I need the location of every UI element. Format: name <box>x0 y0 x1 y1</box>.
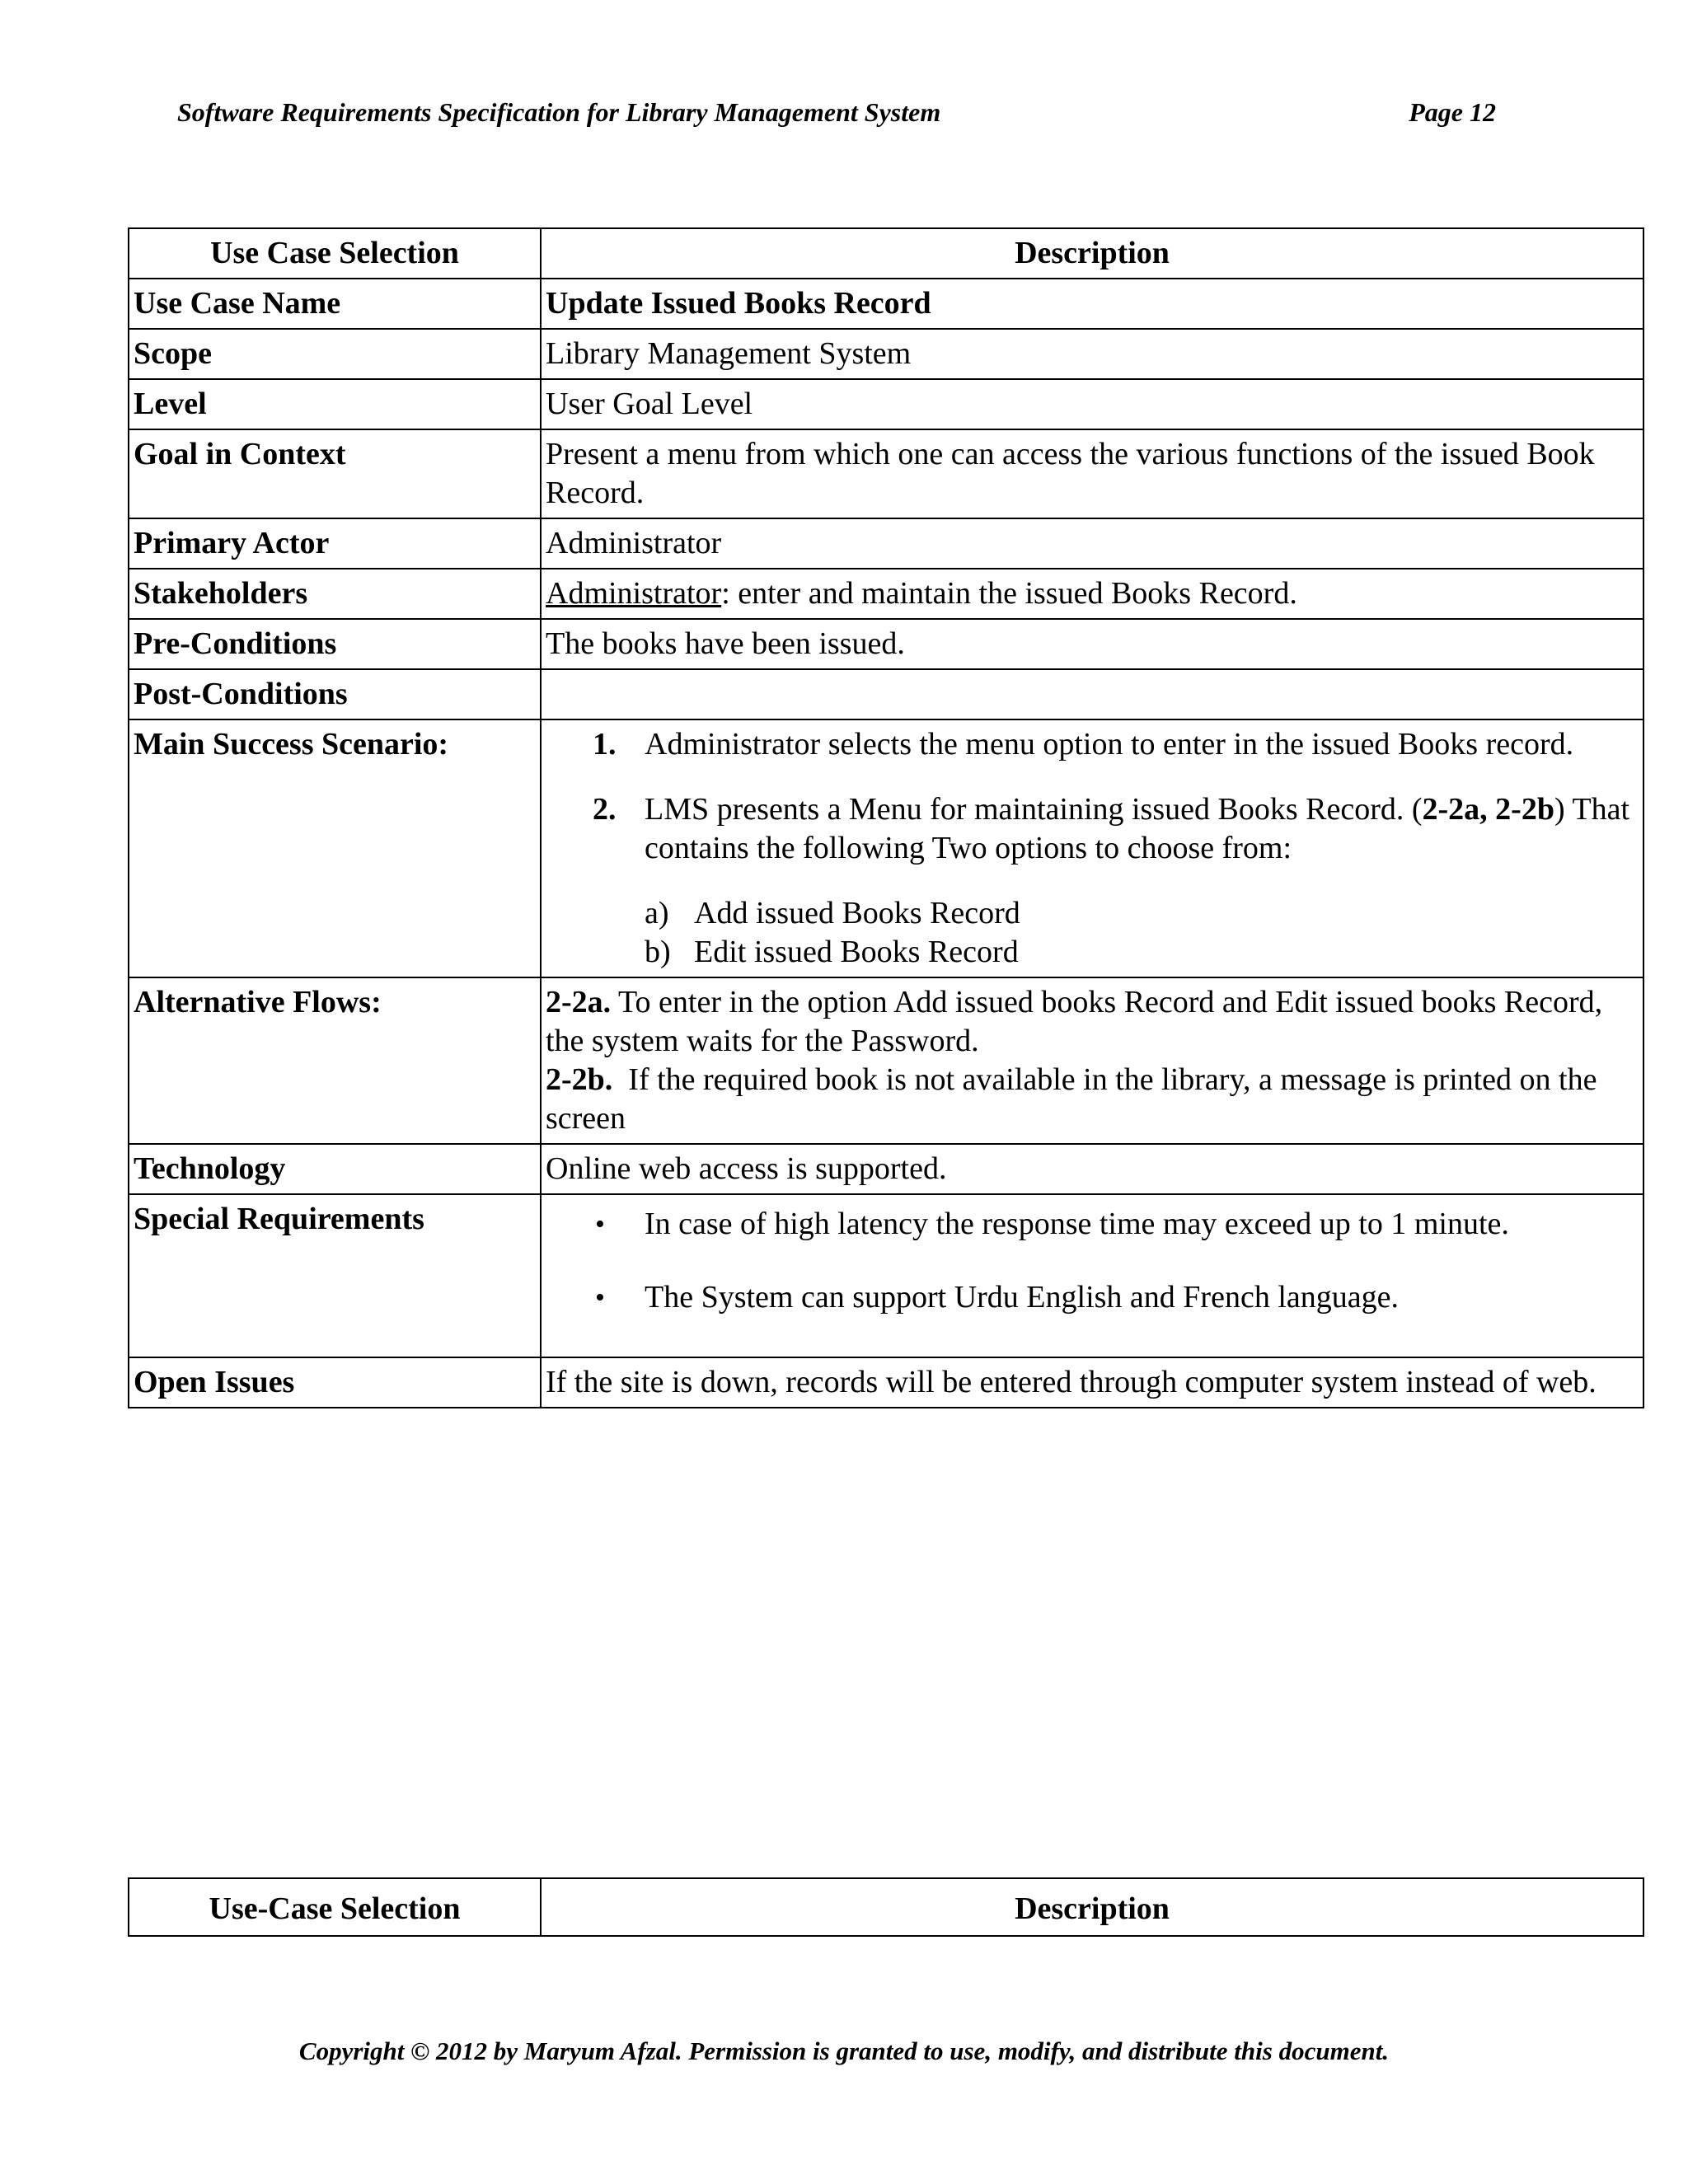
flow-reference: 2-2b. <box>546 1062 613 1097</box>
step-text: ) That contains the following Two options to choose from: <box>645 792 1630 865</box>
requirement-text: The System can support Urdu English and French language. <box>645 1280 1399 1315</box>
use-case-table <box>128 227 1644 1408</box>
option-text: Add issued Books Record <box>694 896 1020 930</box>
table-row <box>129 379 1643 429</box>
scenario-steps <box>546 725 1639 972</box>
row-label-scope: Scope <box>129 329 541 379</box>
table-row <box>129 329 1643 379</box>
list-item <box>645 894 1639 933</box>
goal-value: Present a menu from which one can access the various functions of the issued Book Record. <box>541 429 1643 518</box>
row-label-postconditions: Post-Conditions <box>129 669 541 719</box>
bullet-icon: • <box>595 1209 605 1240</box>
table-row <box>129 429 1643 518</box>
row-label-use-case-name: Use Case Name <box>129 279 541 329</box>
scenario-options <box>645 894 1639 972</box>
row-label-goal: Goal in Context <box>129 429 541 518</box>
stakeholders-value <box>541 569 1643 619</box>
level-value: User Goal Level <box>541 379 1643 429</box>
table-row <box>129 279 1643 329</box>
document-title: Software Requirements Specification for Library Management System <box>177 97 941 127</box>
step-reference: 2-2a, 2-2b <box>1422 792 1554 827</box>
open-issues-value: If the site is down, records will be entered through computer system instead of web. <box>541 1357 1643 1408</box>
step-number: 1. <box>593 727 617 762</box>
stakeholder-description: : enter and maintain the issued Books Record. <box>721 576 1297 611</box>
row-label-alternative-flows: Alternative Flows: <box>129 977 541 1144</box>
step-text: LMS presents a Menu for maintaining issued Books Record. ( <box>645 792 1423 827</box>
list-item <box>645 933 1639 972</box>
table-row <box>129 619 1643 669</box>
page-header <box>177 97 1496 137</box>
scope-value: Library Management System <box>541 329 1643 379</box>
option-letter: a) <box>645 896 669 930</box>
preconditions-value: The books have been issued. <box>541 619 1643 669</box>
option-letter: b) <box>645 935 671 969</box>
special-requirements-value <box>541 1194 1643 1357</box>
step-number: 2. <box>593 792 617 827</box>
primary-actor-value: Administrator <box>541 518 1643 569</box>
table-row <box>129 977 1643 1144</box>
flow-text: If the required book is not available in the library, a message is printed on the screen <box>546 1062 1605 1136</box>
table-row <box>129 569 1643 619</box>
use-case-name-value: Update Issued Books Record <box>541 279 1643 329</box>
technology-value: Online web access is supported. <box>541 1144 1643 1194</box>
row-label-open-issues: Open Issues <box>129 1357 541 1408</box>
table-row <box>129 518 1643 569</box>
requirement-text: In case of high latency the response time may exceed up to 1 minute. <box>645 1207 1509 1241</box>
list-item <box>546 790 1639 972</box>
table-row <box>129 1357 1643 1408</box>
postconditions-value <box>541 669 1643 719</box>
use-case-table-continued <box>128 1877 1644 1937</box>
table-header-row <box>129 1878 1643 1936</box>
row-label-special-requirements: Special Requirements <box>129 1194 541 1357</box>
option-text: Edit issued Books Record <box>694 935 1019 969</box>
row-label-stakeholders: Stakeholders <box>129 569 541 619</box>
column-header-selection: Use Case Selection <box>129 228 541 279</box>
column-header-description: Description <box>541 1878 1643 1936</box>
row-label-preconditions: Pre-Conditions <box>129 619 541 669</box>
flow-text: To enter in the option Add issued books Record and Edit issued books Record, the system waits for the Password. <box>546 985 1603 1058</box>
table-row <box>129 719 1643 977</box>
list-item <box>546 1205 1639 1244</box>
special-requirements-list <box>546 1205 1639 1317</box>
list-item <box>546 1278 1639 1317</box>
page-number: Page 12 <box>1409 97 1496 127</box>
main-scenario-value <box>541 719 1643 977</box>
bullet-icon: • <box>595 1282 605 1313</box>
flow-reference: 2-2a. <box>546 985 612 1019</box>
alternative-flows-value <box>541 977 1643 1144</box>
column-header-description: Description <box>541 228 1643 279</box>
row-label-primary-actor: Primary Actor <box>129 518 541 569</box>
table-row <box>129 1194 1643 1357</box>
list-item <box>546 725 1639 764</box>
row-label-level: Level <box>129 379 541 429</box>
copyright-footer: Copyright © 2012 by Maryum Afzal. Permission is granted to use, modify, and distribute this document. <box>298 2036 1390 2065</box>
alternative-flow <box>546 983 1639 1061</box>
alternative-flow <box>546 1061 1639 1138</box>
step-text: Administrator selects the menu option to enter in the issued Books record. <box>645 727 1574 762</box>
row-label-technology: Technology <box>129 1144 541 1194</box>
table-row <box>129 669 1643 719</box>
table-header-row <box>129 228 1643 279</box>
row-label-main-scenario: Main Success Scenario: <box>129 719 541 977</box>
stakeholder-name: Administrator <box>546 576 722 611</box>
table-row <box>129 1144 1643 1194</box>
column-header-selection: Use-Case Selection <box>129 1878 541 1936</box>
